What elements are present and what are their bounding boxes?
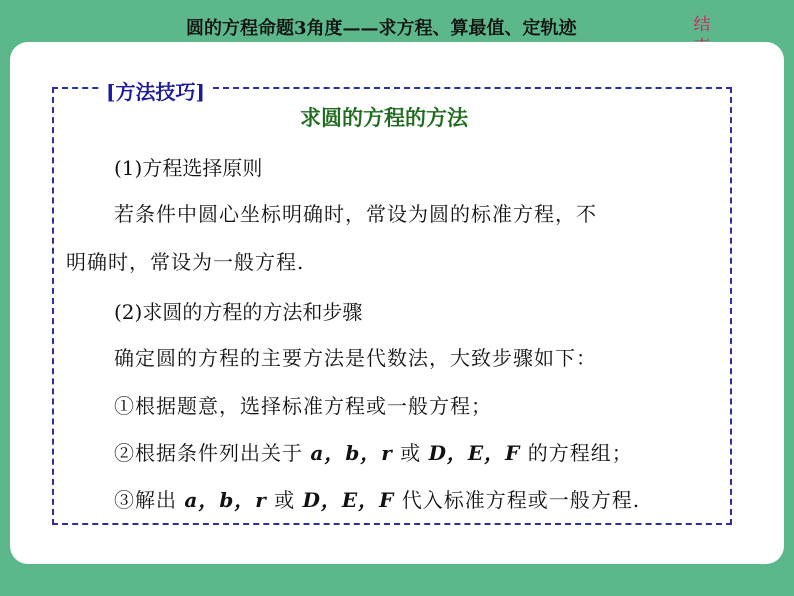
p2-heading: (2)求圆的方程的方法和步骤 (114, 300, 363, 324)
p1-line2: 明确时，常设为一般方程. (66, 250, 305, 274)
step-3-vars: a，b，r (184, 488, 267, 512)
method-tag: [方法技巧] (102, 76, 209, 105)
section-title: 求圆的方程的方法 (300, 105, 468, 130)
step-3-or: 或 (274, 488, 303, 512)
step-2-suffix: 的方程组； (527, 441, 633, 465)
step-2-vars2: D，E，F (428, 441, 521, 465)
step-3 (114, 484, 640, 513)
step-1: ①根据题意，选择标准方程或一般方程； (114, 394, 492, 418)
p1-line1: 若条件中圆心坐标明确时，常设为圆的标准方程，不 (114, 202, 597, 226)
step-3-vars2: D，E，F (302, 488, 395, 512)
end-label-top: 结 (693, 15, 711, 35)
step-2-prefix: ②根据条件列出关于 (114, 441, 303, 465)
step-2-or: 或 (400, 441, 429, 465)
p1-heading: (1)方程选择原则 (114, 156, 263, 180)
step-3-suffix: 代入标准方程或一般方程. (401, 488, 641, 512)
page-title: 圆的方程命题3角度——求方程、算最值、定轨迹 (186, 18, 577, 39)
step-2 (114, 437, 633, 466)
p2-intro: 确定圆的方程的主要方法是代数法，大致步骤如下： (114, 346, 597, 370)
step-2-vars: a，b，r (310, 441, 393, 465)
step-3-prefix: ③解出 (114, 488, 177, 512)
